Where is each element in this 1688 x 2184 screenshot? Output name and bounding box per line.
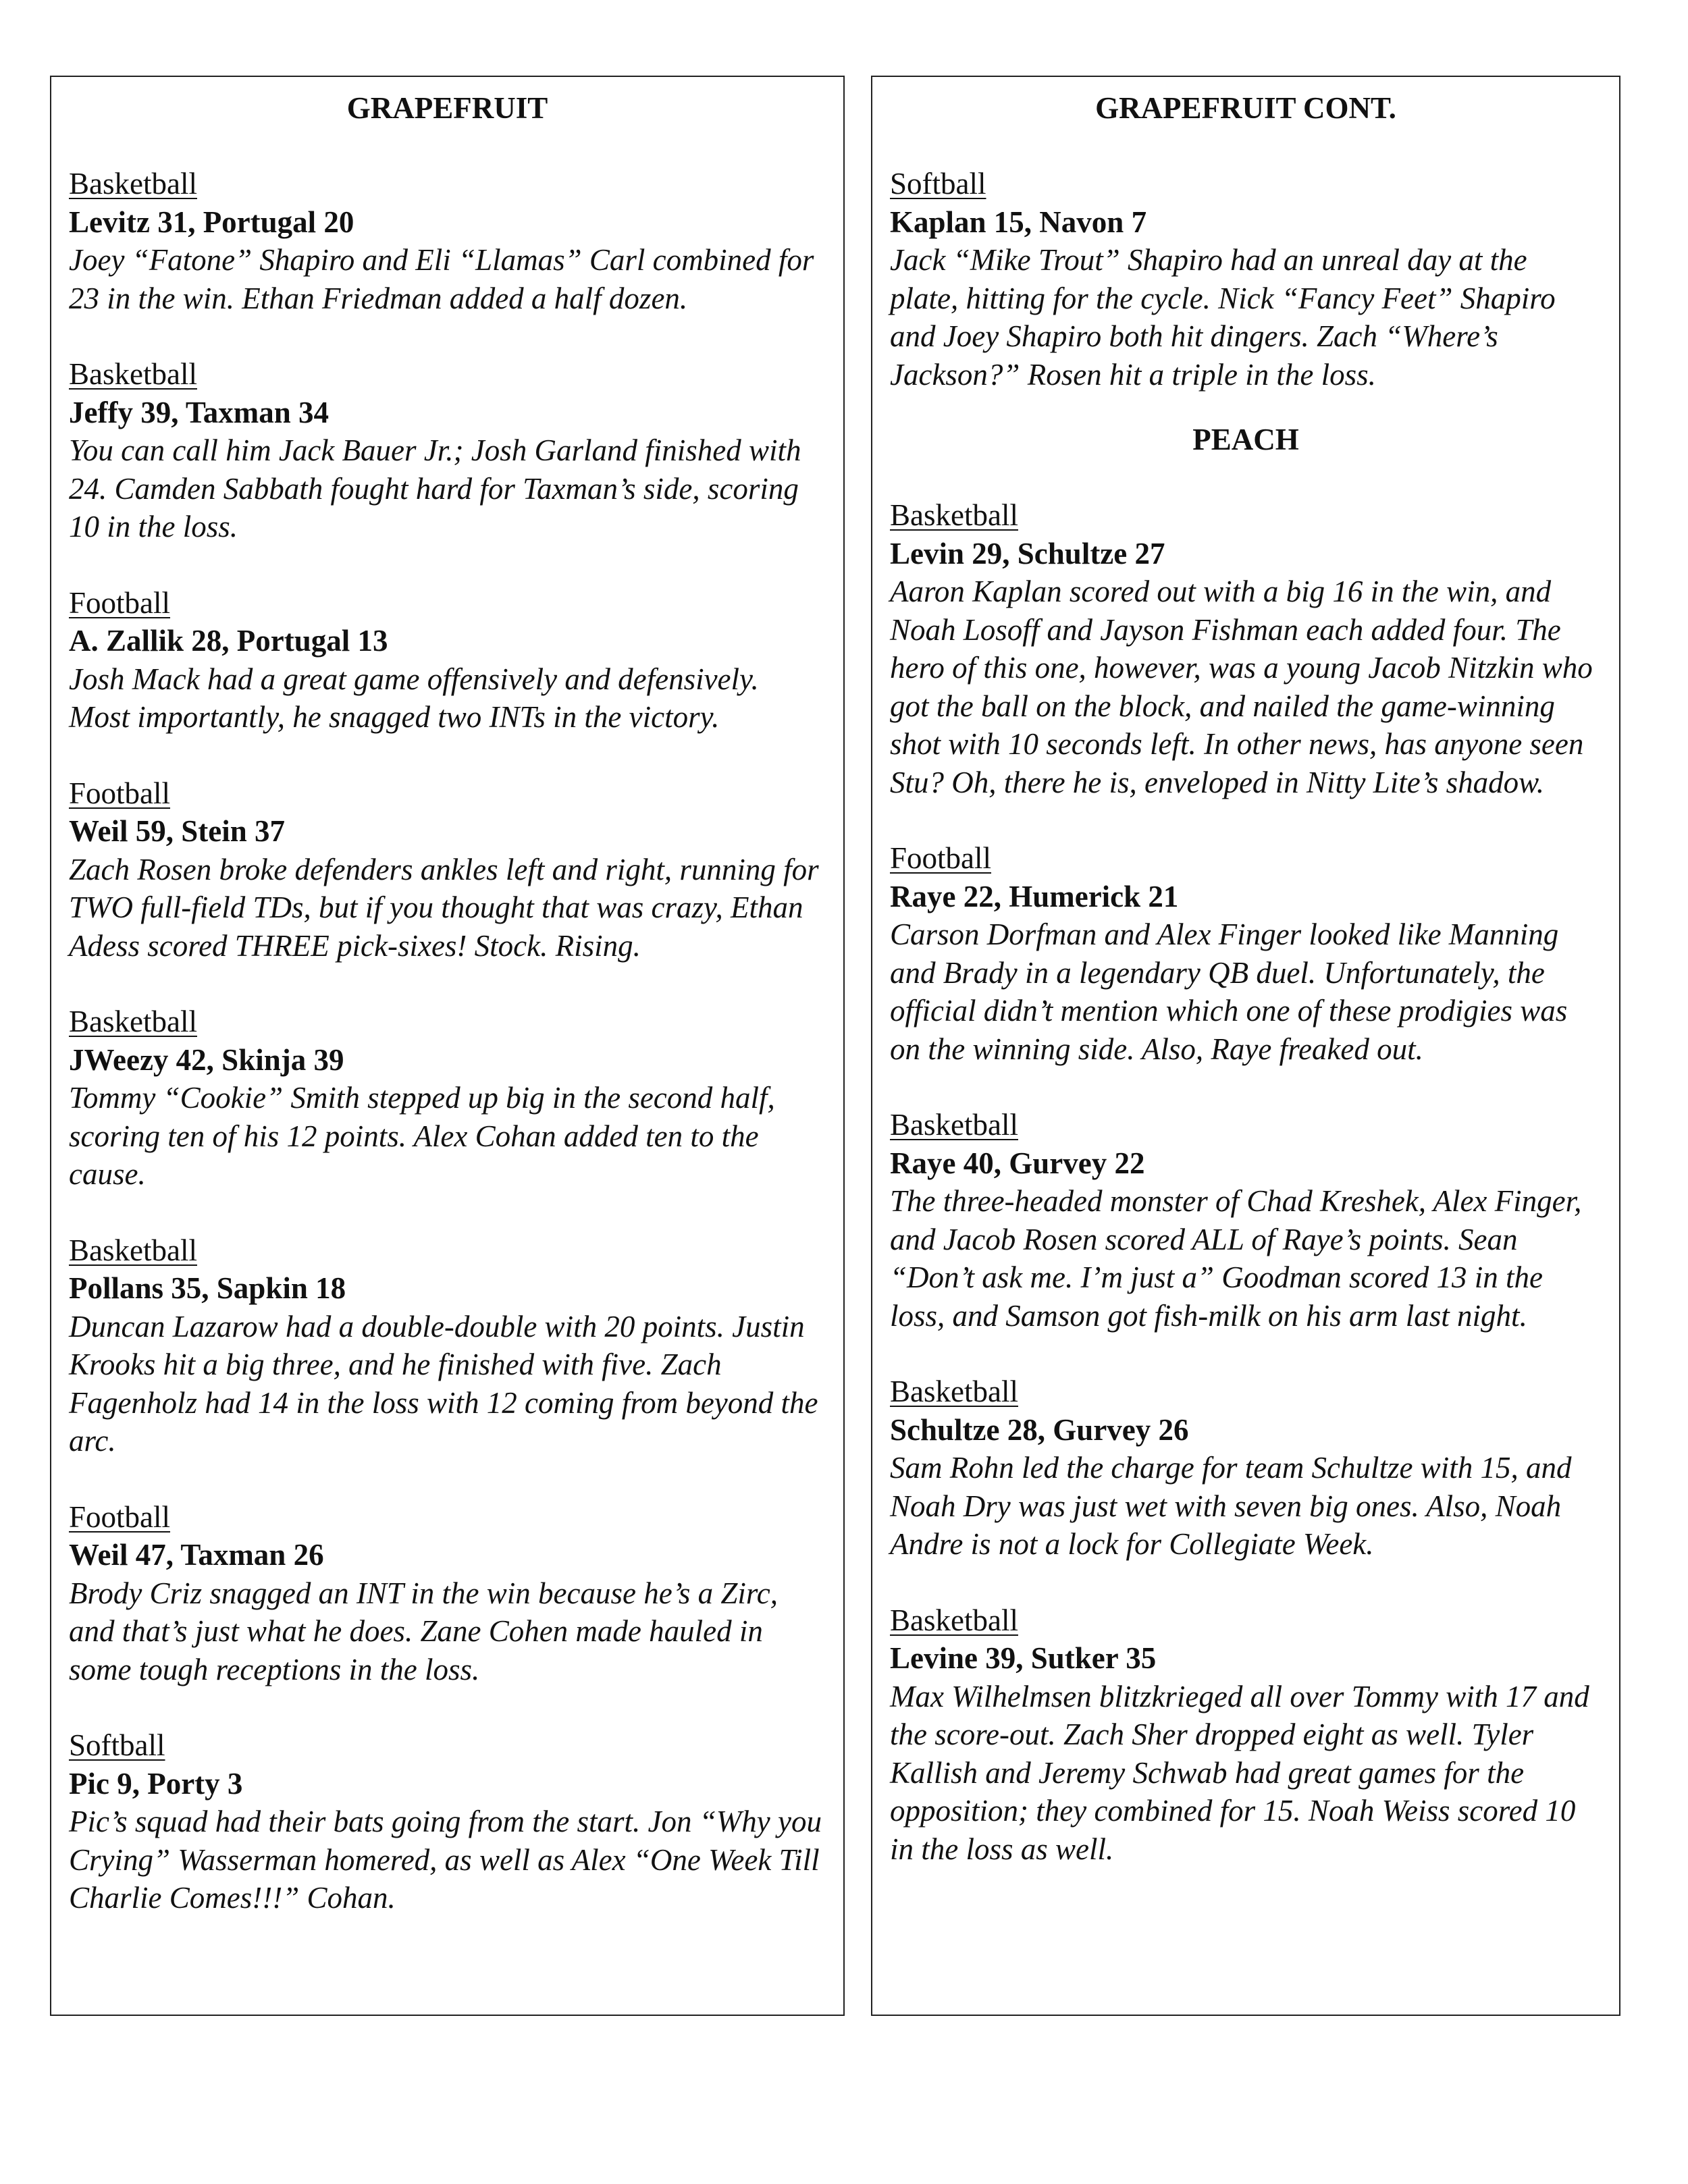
game-entry xyxy=(69,355,826,546)
game-entry xyxy=(69,1003,826,1194)
sport-label: Basketball xyxy=(69,167,197,201)
sport-label: Basketball xyxy=(69,1233,197,1267)
game-entry xyxy=(890,496,1602,801)
game-recap: You can call him Jack Bauer Jr.; Josh Garland finished with 24. Camden Sabbath fought hard for Taxman’s side, scoring 10 in the loss. xyxy=(69,433,801,543)
game-entry xyxy=(69,1726,826,1917)
game-recap: Sam Rohn led the charge for team Schultze with 15, and Noah Dry was just wet with seven big ones. Also, Noah Andre is not a lock for Collegiate Week. xyxy=(890,1451,1572,1561)
game-entry xyxy=(69,1231,826,1460)
game-entry xyxy=(890,165,1602,394)
game-score: Levine 39, Sutker 35 xyxy=(890,1641,1157,1675)
game-score: Weil 47, Taxman 26 xyxy=(69,1538,324,1572)
sport-label: Football xyxy=(69,585,171,620)
game-score: Weil 59, Stein 37 xyxy=(69,814,286,848)
game-score: Raye 22, Humerick 21 xyxy=(890,879,1179,913)
game-score: Pollans 35, Sapkin 18 xyxy=(69,1271,346,1305)
game-score: Schultze 28, Gurvey 26 xyxy=(890,1412,1189,1447)
game-score: Jeffy 39, Taxman 34 xyxy=(69,395,329,429)
sport-label: Basketball xyxy=(69,1005,197,1038)
game-recap: Zach Rosen broke defenders ankles left and right, running for TWO full-field TDs, but if you thought that was crazy, Ethan Adess scored THREE pick-sixes! Stock. Rising. xyxy=(69,852,819,963)
game-recap: Brody Criz snagged an INT in the win because he’s a Zirc, and that’s just what he does. Zane Cohen made hauled in some tough receptions in the loss. xyxy=(69,1576,778,1686)
game-score: Pic 9, Porty 3 xyxy=(69,1766,243,1801)
game-recap: Tommy “Cookie” Smith stepped up big in the second half, scoring ten of his 12 points. Alex Cohan added ten to the cause. xyxy=(69,1081,775,1191)
section-heading-grapefruit-cont: GRAPEFRUIT CONT. xyxy=(1095,91,1396,125)
game-entry xyxy=(69,165,826,317)
game-recap: Aaron Kaplan scored out with a big 16 in the win, and Noah Losoff and Jayson Fishman each added four. The hero of this one, however, was a young Jacob Nitzkin who got the ball on the block, and nailed the game-winning shot with 10 seconds left. In other news, has anyone seen Stu? Oh, there he is, enveloped in Nitty Lite’s shadow. xyxy=(890,575,1593,799)
game-list xyxy=(872,496,1619,1868)
game-score: Levitz 31, Portugal 20 xyxy=(69,205,354,239)
game-entry xyxy=(69,774,826,965)
game-entry xyxy=(890,1373,1602,1564)
game-score: Levin 29, Schultze 27 xyxy=(890,536,1165,570)
game-entry xyxy=(69,1498,826,1689)
game-score: JWeezy 42, Skinja 39 xyxy=(69,1042,344,1077)
grapefruit-column xyxy=(50,76,845,2016)
sport-label: Football xyxy=(890,841,992,875)
game-recap: Carson Dorfman and Alex Finger looked like Manning and Brady in a legendary QB duel. Unfortunately, the official didn’t mention which one of these prodigies was on the winning side. Also, Raye freaked out. xyxy=(890,917,1568,1066)
game-score: Raye 40, Gurvey 22 xyxy=(890,1146,1145,1180)
game-recap: The three-headed monster of Chad Kreshek, Alex Finger, and Jacob Rosen scored ALL of Raye’s points. Sean “Don’t ask me. I’m just a” Goodman scored 13 in the loss, and Samson got fish-milk on his arm last night. xyxy=(890,1184,1582,1333)
game-list xyxy=(872,165,1619,394)
game-recap: Josh Mack had a great game offensively and defensively. Most importantly, he snagged two INTs in the victory. xyxy=(69,662,759,734)
section-heading-grapefruit: GRAPEFRUIT xyxy=(346,91,548,125)
game-entry xyxy=(890,839,1602,1068)
game-recap: Jack “Mike Trout” Shapiro had an unreal day at the plate, hitting for the cycle. Nick “Fancy Feet” Shapiro and Joey Shapiro both hit dingers. Zach “Where’s Jackson?” Rosen hit a triple in the loss. xyxy=(890,243,1556,392)
sport-label: Football xyxy=(69,776,171,810)
section-heading-peach: PEACH xyxy=(1192,423,1299,456)
sport-label: Basketball xyxy=(890,498,1018,532)
game-list xyxy=(51,165,843,1917)
sport-label: Football xyxy=(69,1499,171,1534)
game-recap: Pic’s squad had their bats going from the start. Jon “Why you Crying” Wasserman homered, as well as Alex “One Week Till Charlie Comes!!!” Cohan. xyxy=(69,1805,822,1915)
game-recap: Joey “Fatone” Shapiro and Eli “Llamas” Carl combined for 23 in the win. Ethan Friedman added a half dozen. xyxy=(69,243,814,315)
game-score: Kaplan 15, Navon 7 xyxy=(890,205,1147,239)
grapefruit-cont-peach-column xyxy=(871,76,1620,2016)
sport-label: Basketball xyxy=(890,1603,1018,1637)
sport-label: Basketball xyxy=(69,357,197,391)
game-entry xyxy=(69,584,826,737)
game-score: A. Zallik 28, Portugal 13 xyxy=(69,624,388,658)
sport-label: Basketball xyxy=(890,1375,1018,1408)
sport-label: Softball xyxy=(890,167,986,201)
game-entry xyxy=(890,1106,1602,1335)
sport-label: Basketball xyxy=(890,1108,1018,1142)
sport-label: Softball xyxy=(69,1728,165,1762)
game-recap: Max Wilhelmsen blitzkrieged all over Tommy with 17 and the score-out. Zach Sher dropped eight as well. Tyler Kallish and Jeremy Schwab had great games for the opposition; they combined for 15. Noah Weiss scored 10 in the loss as well. xyxy=(890,1679,1589,1866)
game-entry xyxy=(890,1601,1602,1869)
game-recap: Duncan Lazarow had a double-double with 20 points. Justin Krooks hit a big three, and he finished with five. Zach Fagenholz had 14 in the loss with 12 coming from beyond the arc. xyxy=(69,1309,818,1458)
